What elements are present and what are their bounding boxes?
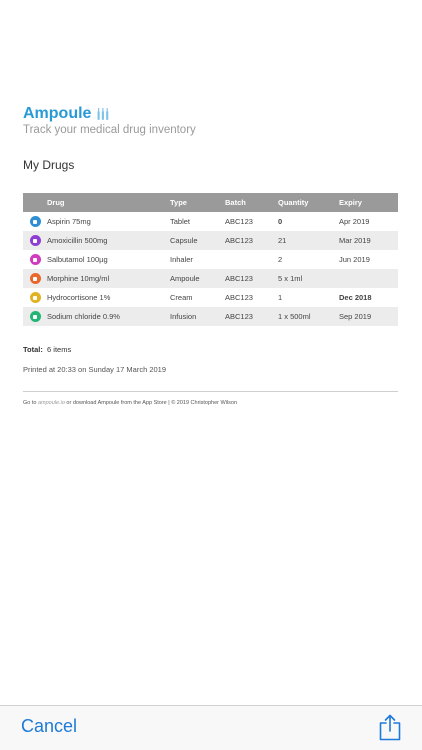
table-header-row <box>23 193 398 212</box>
drug-type: Ampoule <box>170 274 200 283</box>
table-row <box>23 231 398 250</box>
drug-quantity: 21 <box>278 236 287 245</box>
drug-table <box>23 193 398 326</box>
bottom-toolbar <box>0 705 422 750</box>
footer-suffix: or download Ampoule from the App Store | © 2019 Christopher Wilson <box>64 400 238 406</box>
header-batch: Batch <box>225 198 246 207</box>
drug-type: Inhaler <box>170 255 193 264</box>
app-name: Ampoule <box>23 105 92 122</box>
drug-type: Tablet <box>170 217 191 226</box>
infusion-drip-icon <box>30 311 41 322</box>
drug-quantity: 5 x 1ml <box>278 274 303 283</box>
drug-name: Salbutamol 100µg <box>47 255 108 264</box>
drug-name: Amoxicillin 500mg <box>47 236 108 245</box>
drug-batch <box>225 250 278 269</box>
drug-expiry: Dec 2018 <box>339 293 372 302</box>
drug-expiry: Apr 2019 <box>339 217 370 226</box>
cancel-button[interactable]: Cancel <box>21 716 78 736</box>
table-row <box>23 307 398 326</box>
inhaler-icon <box>30 254 41 265</box>
drug-quantity: 1 <box>278 293 283 302</box>
drug-batch: ABC123 <box>225 293 253 302</box>
drug-expiry: Mar 2019 <box>339 236 371 245</box>
table-row <box>23 269 398 288</box>
header-drug: Drug <box>47 198 65 207</box>
drug-expiry <box>339 269 398 288</box>
drug-batch: ABC123 <box>225 274 253 283</box>
table-row <box>23 250 398 269</box>
drug-name: Hydrocortisone 1% <box>47 293 111 302</box>
drug-batch: ABC123 <box>225 217 253 226</box>
share-icon[interactable] <box>379 714 401 741</box>
table-row <box>23 288 398 307</box>
drug-name: Morphine 10mg/ml <box>47 274 110 283</box>
drug-expiry: Sep 2019 <box>339 312 372 321</box>
footer-text <box>23 400 398 406</box>
total-value: 6 items <box>47 345 72 354</box>
drug-expiry: Jun 2019 <box>339 255 370 264</box>
drug-quantity: 1 x 500ml <box>278 312 311 321</box>
brand-header <box>23 104 398 124</box>
footer-link[interactable]: ampoule.io <box>37 400 65 406</box>
pill-icon <box>30 216 41 227</box>
footer-prefix: Go to <box>23 400 38 406</box>
ampoule-logo-icon <box>97 107 109 121</box>
syringe-icon <box>30 273 41 284</box>
header-quantity: Quantity <box>278 198 309 207</box>
printed-timestamp: Printed at 20:33 on Sunday 17 March 2019 <box>23 365 167 374</box>
divider <box>23 391 398 392</box>
drug-quantity: 0 <box>278 217 283 226</box>
cream-tube-icon <box>30 292 41 303</box>
total-label: Total: <box>23 345 43 354</box>
header-expiry: Expiry <box>339 198 362 207</box>
header-icon-column <box>23 193 47 212</box>
drug-batch: ABC123 <box>225 236 253 245</box>
drug-type: Cream <box>170 293 193 302</box>
header-type: Type <box>170 198 187 207</box>
drug-name: Aspirin 75mg <box>47 217 91 226</box>
app-tagline: Track your medical drug inventory <box>23 124 196 136</box>
total-summary <box>23 345 398 354</box>
table-row <box>23 212 398 231</box>
drug-type: Infusion <box>170 312 197 321</box>
drug-quantity: 2 <box>278 255 283 264</box>
section-title: My Drugs <box>23 158 75 172</box>
drug-batch: ABC123 <box>225 312 253 321</box>
drug-name: Sodium chloride 0.9% <box>47 312 120 321</box>
capsule-icon <box>30 235 41 246</box>
print-preview-document <box>23 104 398 406</box>
drug-type: Capsule <box>170 236 198 245</box>
